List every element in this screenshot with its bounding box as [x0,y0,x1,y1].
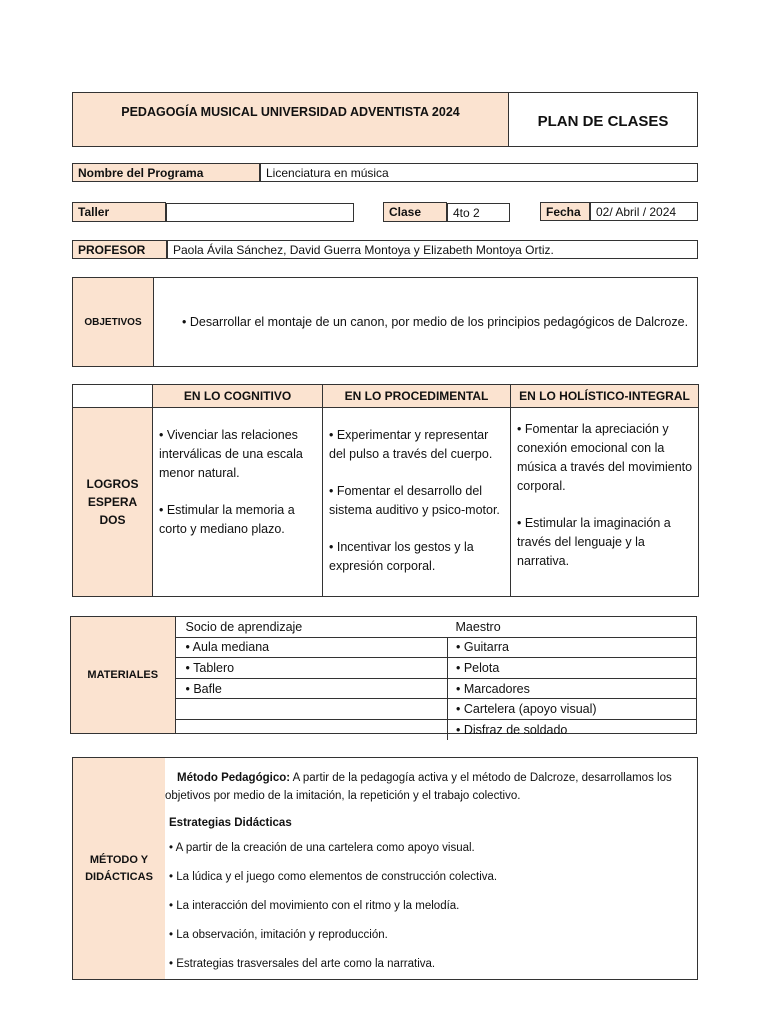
fecha-field[interactable]: 02/ Abril / 2024 [590,202,698,221]
materiales-cell: • Pelota [448,658,697,679]
materiales-cell: • Bafle [176,678,448,699]
materiales-section [70,616,697,737]
header-holistico: EN LO HOLÍSTICO-INTEGRAL [511,385,699,408]
objetivos-label: OBJETIVOS [73,278,154,366]
materiales-cell: • Aula mediana [176,637,448,658]
taller-label: Taller [72,202,166,222]
holistico-item: • Estimular la imaginación a través del lenguaje y la narrativa. [517,516,671,568]
materiales-col1-header: Socio de aprendizaje [176,617,448,637]
materiales-label: MATERIALES [71,617,176,733]
holistico-item: • Fomentar la apreciación y conexión emocional con la música a través del movimiento corporal. [517,422,693,493]
taller-field[interactable] [166,203,354,222]
procedimental-item: • Fomentar el desarrollo del sistema auditivo y psico-motor. [329,484,500,517]
metodo-title: Método Pedagógico: [177,772,291,784]
materiales-cell [176,719,448,739]
programa-label: Nombre del Programa [72,163,260,182]
plan-title: PLAN DE CLASES [537,113,669,130]
fecha-label: Fecha [540,202,590,221]
cognitivo-item: • Estimular la memoria a corto y mediano plazo. [159,503,295,536]
profesor-field[interactable]: Paola Ávila Sánchez, David Guerra Montoya y Elizabeth Montoya Ortiz. [167,240,698,259]
estrategia-item: • La lúdica y el juego como elementos de construcción colectiva. [169,871,498,883]
cognitivo-item: • Vivenciar las relaciones interválicas de una escala menor natural. [159,428,303,480]
holistico-cell [511,408,699,597]
profesor-label: PROFESOR [72,240,167,259]
header-procedimental: EN LO PROCEDIMENTAL [323,385,511,408]
estrategias-title: Estrategias Didácticas [169,817,292,829]
clase-label: Clase [383,202,447,222]
cognitivo-cell [153,408,323,597]
objetivos-text: • Desarrollar el montaje de un canon, por medio de los principios pedagógicos de Dalcroze. [182,315,689,329]
document-title: PEDAGOGÍA MUSICAL UNIVERSIDAD ADVENTISTA 2024 [73,93,509,146]
materiales-cell: • Disfraz de soldado [456,722,568,737]
metodo-label: MÉTODO Y DIDÁCTICAS [73,758,165,979]
estrategia-item: • La observación, imitación y reproducción. [169,929,388,941]
materiales-cell: • Tablero [176,658,448,679]
logros-section [72,384,698,597]
logros-label: LOGROS ESPERA DOS [73,408,153,597]
header-cognitivo: EN LO COGNITIVO [153,385,323,408]
metodo-section [72,757,698,980]
materiales-cell [176,699,448,720]
metodo-body [165,758,697,979]
programa-field[interactable]: Licenciatura en música [260,163,698,182]
estrategia-item: • Estrategias trasversales del arte como la narrativa. [169,958,436,970]
materiales-col2-header: Maestro [448,617,697,637]
logros-corner [73,385,153,408]
materiales-cell: • Cartelera (apoyo visual) [448,699,697,720]
metodo-paragraph: Método Pedagógico: A partir de la pedagogía activa y el método de Dalcroze, desarrollamos los objetivos por medio de la imitación, la repetición y el trabajo colectivo. [165,772,672,802]
materiales-cell: • Marcadores [448,678,697,699]
header-box [72,92,698,147]
estrategias-list [169,842,697,974]
procedimental-item: • Experimentar y representar del pulso a través del cuerpo. [329,428,493,461]
objetivos-section [72,277,698,367]
materiales-cell: • Guitarra [448,637,697,658]
clase-field[interactable]: 4to 2 [447,203,510,222]
estrategia-item: • La interacción del movimiento con el ritmo y la melodía. [169,900,460,912]
procedimental-cell [323,408,511,597]
procedimental-item: • Incentivar los gestos y la expresión corporal. [329,540,474,573]
estrategia-item: • A partir de la creación de una cartelera como apoyo visual. [169,842,475,854]
